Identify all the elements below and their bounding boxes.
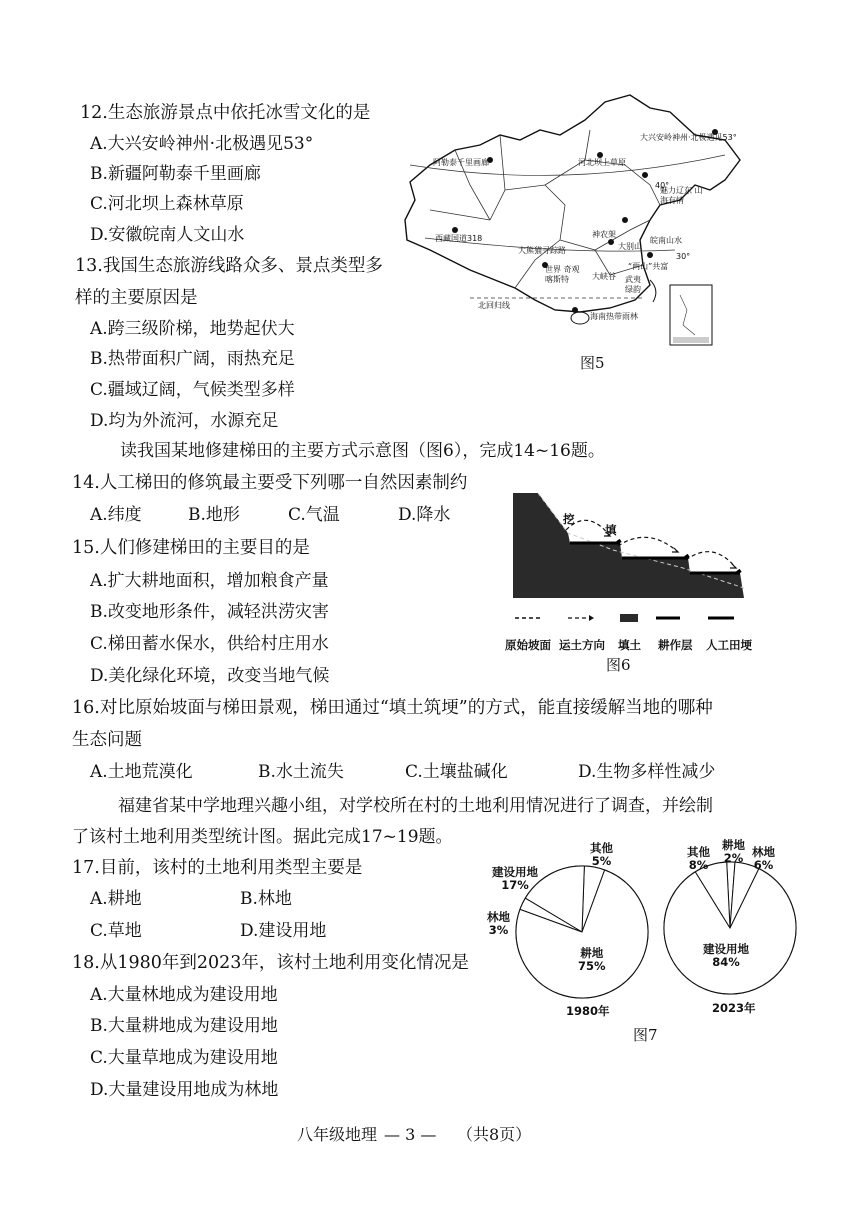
pie2023-label-other-value: 8% (688, 858, 709, 872)
pie2023-label-construction-value: 84% (712, 955, 740, 969)
legend-fill-soil: 填土 (618, 638, 641, 652)
label-lat40: 40° (655, 181, 670, 190)
label-bashang: 河北坝上草原 (578, 158, 626, 167)
label-dig: 挖 (563, 512, 575, 526)
q12-option-b: B.新疆阿勒泰千里画廊 (90, 164, 261, 184)
pie2023-label-construction-name: 建设用地 (703, 942, 749, 956)
q17-option-a: A.耕地 (90, 889, 142, 909)
label-liaodong: 魅力辽东 山海有情 (660, 186, 703, 205)
footer-subject: 八年级地理 (297, 1125, 378, 1144)
label-altay: 阿勒泰千里画廊 (433, 158, 489, 167)
hainan-island (571, 312, 589, 324)
pie2023-label-forest-value: 6% (753, 858, 774, 872)
q16-stem-line1: 16.对比原始坡面与梯田景观，梯田通过“填土筑埂”的方式，能直接缓解当地的哪种 (72, 698, 713, 718)
q18-option-c: C.大量草地成为建设用地 (90, 1048, 278, 1068)
pie1980-label-construction-value: 17% (501, 878, 529, 892)
pie2023-label-farmland-value: 2% (723, 851, 744, 865)
pie2023-label-farmland (722, 839, 745, 865)
q14-option-a: A.纬度 (90, 505, 142, 525)
q17-option-b: B.林地 (240, 889, 292, 909)
pie1980-label-forest-name: 林地 (487, 910, 510, 924)
pie2023-label-construction (703, 943, 749, 969)
q17-stem: 17.目前，该村的土地利用类型主要是 (72, 858, 363, 878)
q15-stem: 15.人们修建梯田的主要目的是 (72, 538, 310, 558)
q18-option-b: B.大量耕地成为建设用地 (90, 1016, 278, 1036)
pie2023-label-other (687, 846, 710, 872)
label-guizhou: 世界 奇观 喀斯特 (545, 265, 580, 284)
q13-stem-line2: 样的主要原因是 (75, 288, 198, 308)
terrace-fill (513, 493, 744, 598)
pie1980-label-construction-name: 建设用地 (492, 865, 538, 879)
intro-17-19-line2: 了该村土地利用类型统计图。据此完成17~19题。 (72, 827, 453, 847)
south-china-sea-inset (670, 285, 712, 345)
label-wannan: 皖南山水 (650, 236, 682, 245)
q14-option-b: B.地形 (188, 505, 240, 525)
q15-option-a: A.扩大耕地面积，增加粮食产量 (90, 571, 329, 591)
q13-option-b: B.热带面积广阔，雨热充足 (90, 349, 295, 369)
q18-stem: 18.从1980年到2023年，该村土地利用变化情况是 (72, 953, 469, 973)
label-fill: 填 (605, 523, 617, 537)
label-liangshan: “两山”共富 (628, 262, 669, 271)
label-wuyi: 武夷 绿韵 (625, 275, 641, 294)
pie1980-label-forest-value: 3% (488, 923, 509, 937)
footer-total: （共8页） (457, 1125, 532, 1144)
pie1980-label-forest (487, 911, 510, 937)
pie1980-title: 1980年 (566, 1004, 610, 1018)
pie1980-label-farmland (578, 947, 606, 973)
label-north-tropic: 北回归线 (478, 301, 510, 310)
q12-stem: 12.生态旅游景点中依托冰雪文化的是 (80, 103, 371, 123)
q14-option-d: D.降水 (398, 505, 451, 525)
label-tibet: 西藏国道318 (435, 234, 483, 243)
q16-option-c: C.土壤盐碱化 (405, 762, 508, 782)
q13-stem-line1: 13.我国生态旅游线路众多、景点类型多 (75, 256, 383, 276)
q16-stem-line2: 生态问题 (72, 730, 142, 750)
q15-option-c: C.梯田蓄水保水，供给村庄用水 (90, 634, 329, 654)
label-lat30: 30° (676, 252, 691, 261)
pie2023-label-other-name: 其他 (687, 845, 710, 859)
label-grand-canyon: 大峡谷 (592, 272, 616, 281)
q13-option-a: A.跨三级阶梯，地势起伏大 (90, 319, 295, 339)
figure6-legend-symbols (510, 612, 750, 624)
intro-17-19-line1: 福建省某中学地理兴趣小组，对学校所在村的土地利用情况进行了调查，并绘制 (118, 796, 713, 816)
q15-option-b: B.改变地形条件，减轻洪涝灾害 (90, 602, 329, 622)
q17-option-d: D.建设用地 (240, 921, 327, 941)
q13-option-c: C.疆域辽阔，气候类型多样 (90, 380, 295, 400)
label-hainan: 海南热带雨林 (590, 312, 638, 321)
q15-option-d: D.美化绿化环境，改变当地气候 (90, 666, 330, 686)
label-daxinganling: 大兴安岭神州·北极遇见53° (640, 133, 737, 142)
q18-option-d: D.大量建设用地成为林地 (90, 1080, 279, 1100)
legend-transport-direction: 运土方向 (559, 638, 605, 652)
pie2023-label-farmland-name: 耕地 (722, 838, 745, 852)
label-shennongjia: 神农架 (592, 230, 616, 239)
q12-option-c: C.河北坝上森林草原 (90, 194, 244, 214)
figure6-caption: 图6 (606, 656, 631, 674)
intro-14-16: 读我国某地修建梯田的主要方式示意图（图6），完成14~16题。 (120, 441, 605, 461)
q16-option-d: D.生物多样性减少 (578, 762, 716, 782)
pie1980-label-other-value: 5% (591, 854, 612, 868)
q16-option-a: A.土地荒漠化 (90, 762, 193, 782)
pie1980-label-other-name: 其他 (590, 841, 613, 855)
pie-chart-2023 (660, 858, 800, 998)
q12-option-a: A.大兴安岭神州·北极遇见53° (90, 134, 314, 154)
q18-option-a: A.大量林地成为建设用地 (90, 985, 278, 1005)
figure7-caption: 图7 (633, 1026, 658, 1044)
label-dabie: 大别山 (618, 242, 642, 251)
pie2023-label-forest-name: 林地 (752, 845, 775, 859)
q12-option-d: D.安徽皖南人文山水 (90, 225, 245, 245)
pie2023-label-forest (752, 846, 775, 872)
pie1980-label-other (590, 842, 613, 868)
label-jiuzhaigou: 大熊猫寻踪路 (518, 246, 566, 255)
figure6-terrace-diagram (508, 488, 758, 613)
q14-stem: 14.人工梯田的修筑最主要受下列哪一自然因素制约 (72, 473, 468, 493)
legend-original-slope: 原始坡面 (505, 638, 551, 652)
q14-option-c: C.气温 (288, 505, 340, 525)
legend-field-ridge: 人工田埂 (706, 638, 752, 652)
legend-tilled-layer: 耕作层 (658, 638, 693, 652)
pie1980-label-farmland-value: 75% (578, 959, 606, 973)
q16-option-b: B.水土流失 (258, 762, 344, 782)
q17-option-c: C.草地 (90, 921, 142, 941)
pie2023-title: 2023年 (712, 1001, 756, 1015)
pie1980-label-farmland-name: 耕地 (580, 946, 604, 960)
pie1980-label-construction (492, 866, 538, 892)
q13-option-d: D.均为外流河，水源充足 (90, 411, 279, 431)
figure5-caption: 图5 (580, 354, 605, 372)
footer-page: — 3 — (384, 1125, 437, 1144)
